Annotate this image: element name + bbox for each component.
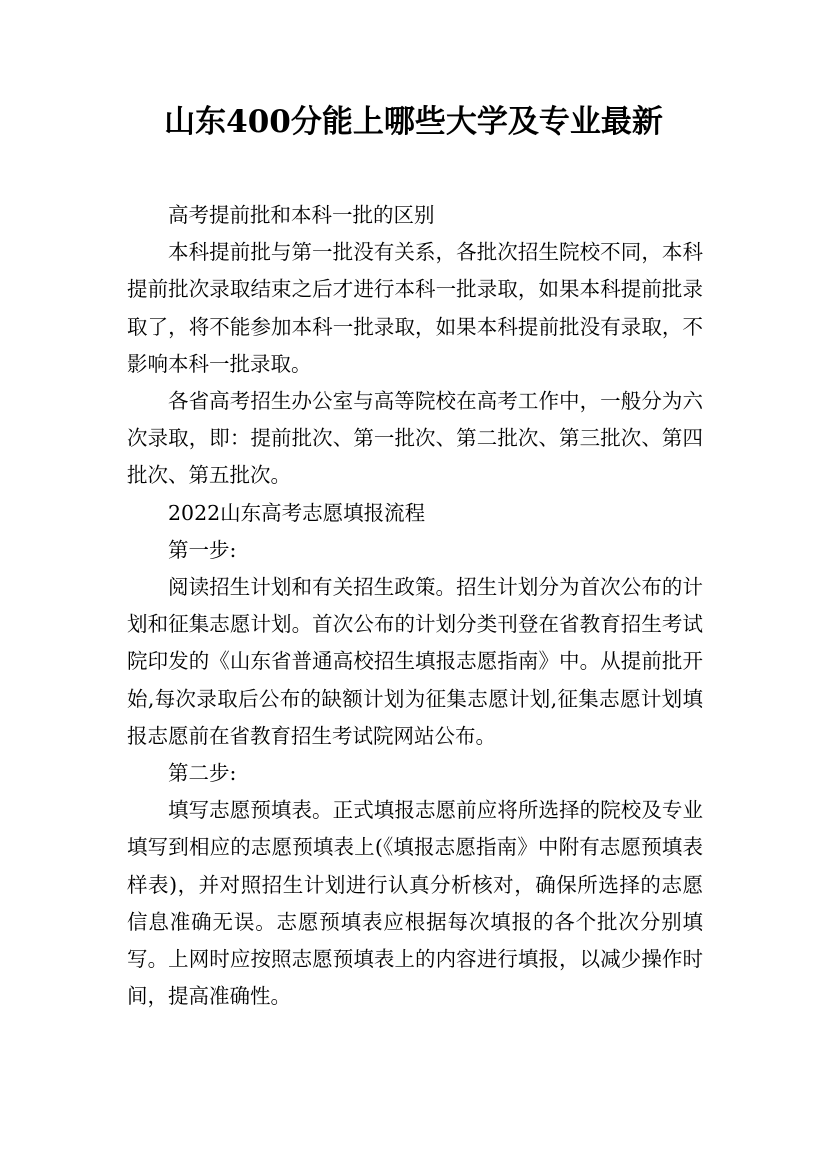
section-heading-difference: 高考提前批和本科一批的区别 (168, 203, 435, 227)
paragraph-six-batches: 各省高考招生办公室与高等院校在高考工作中，一般分为六次录取，即：提前批次、第一批次、第二批次、第三批次、第四批次、第五批次。 (127, 389, 703, 488)
step-two-heading: 第二步: (168, 761, 237, 786)
paragraph-step-two: 填写志愿预填表。正式填报志愿前应将所选择的院校及专业填写到相应的志愿预填表上(《填报志愿指南》中附有志愿预填表样表)，并对照招生计划进行认真分析核对，确保所选择的志愿信息准确无误。志愿预填表应根据每次填报的各个批次分别填写。上网时应按照志愿预填表上的内容进行填报，以减少操作时间，提高准确性。 (127, 798, 703, 1009)
document-title: 山东400分能上哪些大学及专业最新 (164, 104, 663, 140)
section-heading-process: 2022山东高考志愿填报流程 (168, 500, 426, 525)
step-one-heading: 第一步: (168, 537, 237, 562)
document-body (127, 197, 703, 1015)
paragraph-batch-relation: 本科提前批与第一批没有关系，各批次招生院校不同，本科提前批次录取结束之后才进行本科一批录取，如果本科提前批录取了，将不能参加本科一批录取，如果本科提前批没有录取，不影响本科一批录取。 (127, 240, 703, 376)
paragraph-step-one: 阅读招生计划和有关招生政策。招生计划分为首次公布的计划和征集志愿计划。首次公布的计划分类刊登在省教育招生考试院印发的《山东省普通高校招生填报志愿指南》中。从提前批开始,每次录取后公布的缺额计划为征集志愿计划,征集志愿计划填报志愿前在省教育招生考试院网站公布。 (127, 575, 703, 748)
